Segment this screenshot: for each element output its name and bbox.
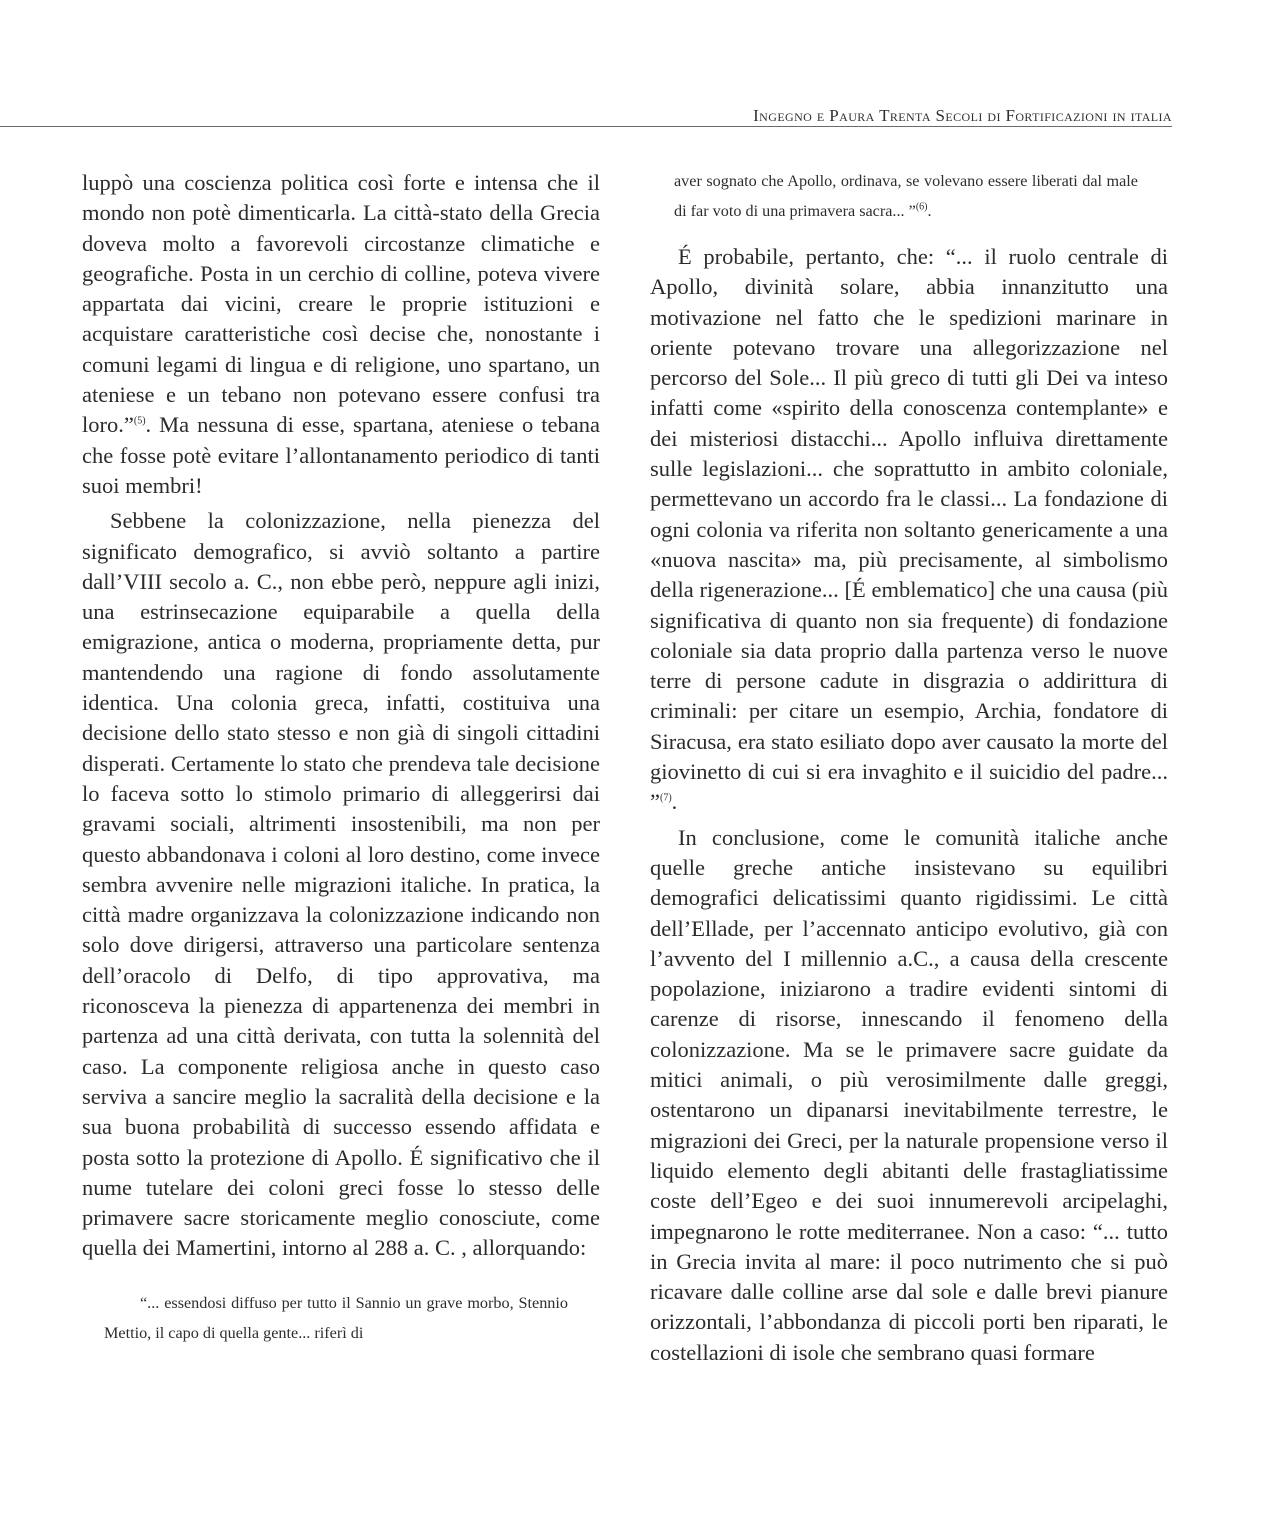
paragraph-3-tail: . xyxy=(671,789,678,815)
paragraph-1 xyxy=(82,168,600,501)
paragraph-3 xyxy=(650,242,1168,818)
paragraph-4: In conclusione, come le comunità italiche anche quelle greche antiche insistevano su equilibri demografici delicatissimi quanto rigidissimi. Le città dell’Ellade, per l’accennato anticipo evolutivo, già con l’avvento del I millennio a.C., a causa della crescente popolazione, iniziarono a tradire evidenti sintomi di carenze di risorse, innescando il fenomeno della colonizzazione. Ma se le primavere sacre guidate da mitici animali, o più verosimilmente dalle greggi, ostentarono un dipanarsi inevitabilmente terrestre, le migrazioni dei Greci, per la naturale propensione verso il liquido elemento degli abitanti delle frastagliatissime coste dell’Egeo e dei suoi innumerevoli arcipelaghi, impegnarono le rotte mediterranee. Non a caso: “... tutto in Grecia invita al mare: il poco nutrimento che si può ricavare dalle colline arse dal sole e dalle brevi pianure orizzontali, l’abbondanza di piccoli porti ben riparati, le costellazioni di isole che sembrano quasi formare xyxy=(650,824,1168,1365)
paragraph-1-text: luppò una coscienza politica così forte e intensa che il mondo non potè dimenticarla. La città-stato della Grecia doveva molto a favorevoli circostanze climatiche e geografiche. Posta in un cerchio di colline, poteva vivere appartata dai vicini, creare le proprie istituzioni e acquistare caratteristiche così decise che, nonostante i comuni legami di lingua e di religione, uno spartano, un ateniese e un tebano non potevano essere confusi tra loro.” xyxy=(82,170,600,438)
running-header xyxy=(0,96,1172,127)
quote-continuation-tail: . xyxy=(927,202,932,220)
footnote-ref-7: (7) xyxy=(660,792,672,804)
quote-continuation-text: aver sognato che Apollo, ordinava, se volevano essere liberati dal male di far voto di una primavera sacra... ” xyxy=(674,172,1138,220)
right-column xyxy=(650,166,1168,1368)
running-title: Ingegno e Paura Trenta Secoli di Fortificazioni in italia xyxy=(753,106,1172,125)
footnote-ref-6: (6) xyxy=(915,201,928,213)
paragraph-3-text: É probabile, pertanto, che: “... il ruolo centrale di Apollo, divinità solare, abbia innanzitutto una motivazione nel fatto che le spedizioni marinare in oriente potevano trovare una allegorizzazione nel percorso del Sole... Il più greco di tutti gli Dei va inteso infatti come «spirito della conoscenza contemplante» e dei misteriosi distacchi... Apollo influiva direttamente sulle legislazioni... che soprattutto in ambito coloniale, permettevano un accordo fra le classi... La fondazione di ogni colonia va riferita non soltanto genericamente a una «nuova nascita» ma, più precisamente, al simbolismo della rigenerazione... [É emblematico] che una causa (più significativa di quanto non sia frequente) di fondazione coloniale sia data proprio dalla partenza verso le nuove terre di persone cadute in disgrazia o addirittura di criminali: per citare un esempio, Archia, fondatore di Siracusa, era stato esiliato dopo aver causato la morte del giovinetto di cui si era invaghito e il suicidio del padre... ” xyxy=(650,244,1168,815)
block-quote-start: “... essendosi diffuso per tutto il Sannio un grave morbo, Stennio Mettio, il capo di quella gente... riferì di xyxy=(104,1293,568,1342)
left-column xyxy=(82,168,600,1348)
footnote-ref-5: (5) xyxy=(133,415,146,427)
paragraph-2: Sebbene la colonizzazione, nella pienezza del significato demografico, si avviò soltanto a partire dall’VIII secolo a. C., non ebbe però, neppure agli inizi, una estrinsecazione equiparabile a quella della emigrazione, antica o moderna, propriamente detta, pur mantendendo una ragione di fondo assolutamente identica. Una colonia greca, infatti, costituiva una decisione dello stato stesso e non già di singoli cittadini disperati. Certamente lo stato che prendeva tale decisione lo faceva sotto lo stimolo primario di alleggerirsi dai gravami sociali, altrimenti insostenibili, ma non per questo abbandonava i coloni al loro destino, come invece sembra avvenire nelle migrazioni italiche. In pratica, la città madre organizzava la colonizzazione indicando non solo dove dirigersi, attraverso una particolare sentenza dell’oracolo di Delfo, di tipo approvativa, ma riconosceva la pienezza di appartenenza dei membri in partenza ad una città derivata, con tutta la solennità del caso. La componente religiosa anche in questo caso serviva a sancire meglio la sacralità della decisione e la sua buona probabilità di successo essendo affidata e posta sotto la protezione di Apollo. É significativo che il nume tutelare dei coloni greci fosse lo stesso delle primavere sacre storicamente meglio conosciute, come quella dei Mamertini, intorno al 288 a. C. , allorquando: xyxy=(82,508,600,1261)
block-quote-continuation xyxy=(674,166,1138,226)
paragraph-1-tail: . Ma nessuna di esse, spartana, ateniese o tebana che fosse potè evitare l’allontanamento periodico di tanti suoi membri! xyxy=(82,412,600,498)
